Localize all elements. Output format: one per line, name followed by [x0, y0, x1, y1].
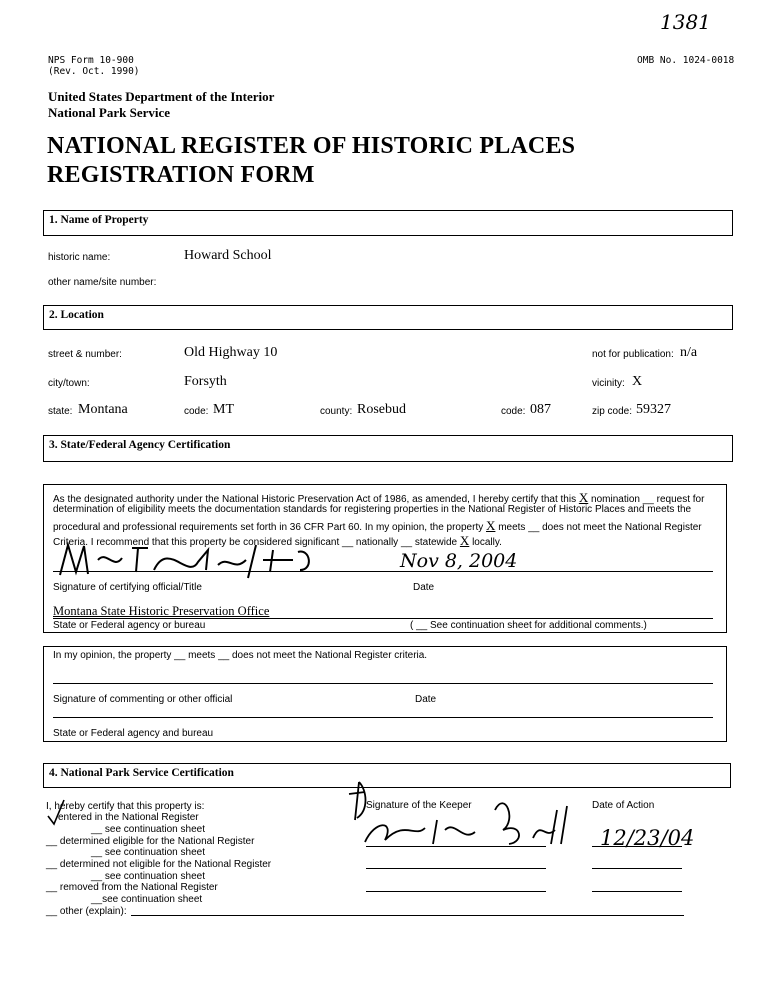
- vicinity-label: vicinity:: [592, 378, 625, 389]
- keeper-line-3: [366, 891, 546, 892]
- service-name: National Park Service: [48, 105, 171, 120]
- handwritten-page-number: 1381: [660, 10, 711, 34]
- state-label: state:: [48, 406, 73, 417]
- certifying-signature-label: Signature of certifying official/Title: [53, 582, 202, 593]
- cert-text-1b: nomination __ request for: [591, 494, 705, 505]
- nps-item-see-cont-1[interactable]: __ see continuation sheet: [91, 824, 205, 835]
- cert-text-line3: [53, 518, 702, 534]
- action-date-handwritten: 12/23/04: [600, 826, 695, 850]
- section3-heading: 3. State/Federal Agency Certification: [49, 439, 231, 451]
- other-name-label: other name/site number:: [48, 277, 157, 288]
- continuation-note: ( __ See continuation sheet for additional comments.): [410, 620, 647, 631]
- department-name: United States Department of the Interior: [48, 89, 275, 104]
- agency-value[interactable]: Montana State Historic Preservation Office: [53, 604, 270, 618]
- cert-meets-mark[interactable]: X: [486, 518, 496, 533]
- nps-cert-intro: I, hereby certify that this property is:: [46, 801, 205, 812]
- nps-item-see-cont-3[interactable]: __ see continuation sheet: [91, 871, 205, 882]
- certifying-date-handwritten: Nov 8, 2004: [400, 550, 518, 572]
- agency-line: [53, 618, 713, 619]
- cert-nomination-mark[interactable]: X: [578, 490, 589, 505]
- date-of-action-label: Date of Action: [592, 800, 655, 811]
- commenting-agency-line: [53, 717, 713, 718]
- county-label: county:: [320, 406, 353, 417]
- form-revision: (Rev. Oct. 1990): [48, 66, 140, 77]
- form-number: NPS Form 10-900: [48, 55, 134, 66]
- zip-label: zip code:: [592, 406, 633, 417]
- form-title: NATIONAL REGISTER OF HISTORIC PLACES: [47, 133, 576, 159]
- cert-text-1a: As the designated authority under the National Historic Preservation Act of 1986, as amended, I hereby certify that this: [53, 494, 577, 505]
- other-explain-line: [131, 915, 684, 916]
- historic-name-value[interactable]: Howard School: [184, 248, 272, 263]
- city-value[interactable]: Forsyth: [184, 374, 227, 389]
- county-value[interactable]: Rosebud: [357, 402, 406, 417]
- cert-text-3b: meets __ does not meet the National Register: [498, 522, 702, 533]
- action-line-1: [592, 846, 682, 847]
- cert-text-3a: procedural and professional requirements set forth in 36 CFR Part 60. In my opinion, the property: [53, 522, 484, 533]
- section1-heading: 1. Name of Property: [49, 214, 149, 226]
- state-code-label: code:: [184, 406, 209, 417]
- action-line-2: [592, 868, 682, 869]
- section2-header-box: [43, 305, 733, 330]
- vicinity-value[interactable]: X: [632, 374, 643, 389]
- nps-item-see-cont-4[interactable]: __see continuation sheet: [91, 894, 203, 905]
- signature-line: [53, 571, 713, 572]
- section2-heading: 2. Location: [49, 309, 104, 321]
- city-label: city/town:: [48, 378, 90, 389]
- nps-item-see-cont-2[interactable]: __ see continuation sheet: [91, 847, 205, 858]
- county-code-value[interactable]: 087: [530, 402, 551, 417]
- cert-statewide-mark[interactable]: X: [459, 533, 470, 548]
- commenting-date-label: Date: [415, 694, 437, 705]
- street-value[interactable]: Old Highway 10: [184, 345, 278, 360]
- not-for-publication-value[interactable]: n/a: [680, 345, 698, 360]
- certifying-date-label: Date: [413, 582, 435, 593]
- cert-text-4a: Criteria. I recommend that this property be considered significant __ nationally __ statewide: [53, 537, 458, 548]
- nps-item-entered[interactable]: entered in the National Register: [58, 812, 199, 823]
- form-subtitle: REGISTRATION FORM: [47, 162, 315, 188]
- nps-item-eligible[interactable]: __ determined eligible for the National Register: [46, 836, 255, 847]
- keeper-signature: [345, 780, 575, 850]
- cert-text-line2: determination of eligibility meets the documentation standards for registering properties in the National Register of Historic Places and meets the: [53, 504, 692, 515]
- cert-text-4b: locally.: [472, 537, 502, 548]
- state-value[interactable]: Montana: [78, 402, 128, 417]
- agency-label: State or Federal agency or bureau: [53, 620, 206, 631]
- historic-name-label: historic name:: [48, 252, 111, 263]
- keeper-line-2: [366, 868, 546, 869]
- zip-value[interactable]: 59327: [636, 402, 671, 417]
- section1-header-box: [43, 210, 733, 236]
- certifying-signature: [58, 540, 358, 580]
- not-for-publication-label: not for publication:: [592, 349, 674, 360]
- street-label: street & number:: [48, 349, 122, 360]
- section3-header-box: [43, 435, 733, 462]
- nps-item-not-eligible[interactable]: __ determined not eligible for the National Register: [46, 859, 272, 870]
- action-line-3: [592, 891, 682, 892]
- opinion-text: In my opinion, the property __ meets __ does not meet the National Register criteria.: [53, 650, 428, 661]
- keeper-signature-label: Signature of the Keeper: [366, 800, 472, 811]
- section4-heading: 4. National Park Service Certification: [49, 767, 234, 779]
- county-code-label: code:: [501, 406, 526, 417]
- commenting-signature-line: [53, 683, 713, 684]
- keeper-line-1: [366, 846, 546, 847]
- nps-item-other[interactable]: __ other (explain):: [46, 906, 127, 917]
- omb-number: OMB No. 1024-0018: [637, 55, 735, 66]
- nps-item-removed[interactable]: __ removed from the National Register: [46, 882, 218, 893]
- commenting-signature-label: Signature of commenting or other official: [53, 694, 233, 705]
- commenting-agency-label: State or Federal agency and bureau: [53, 728, 214, 739]
- state-code-value[interactable]: MT: [213, 402, 234, 417]
